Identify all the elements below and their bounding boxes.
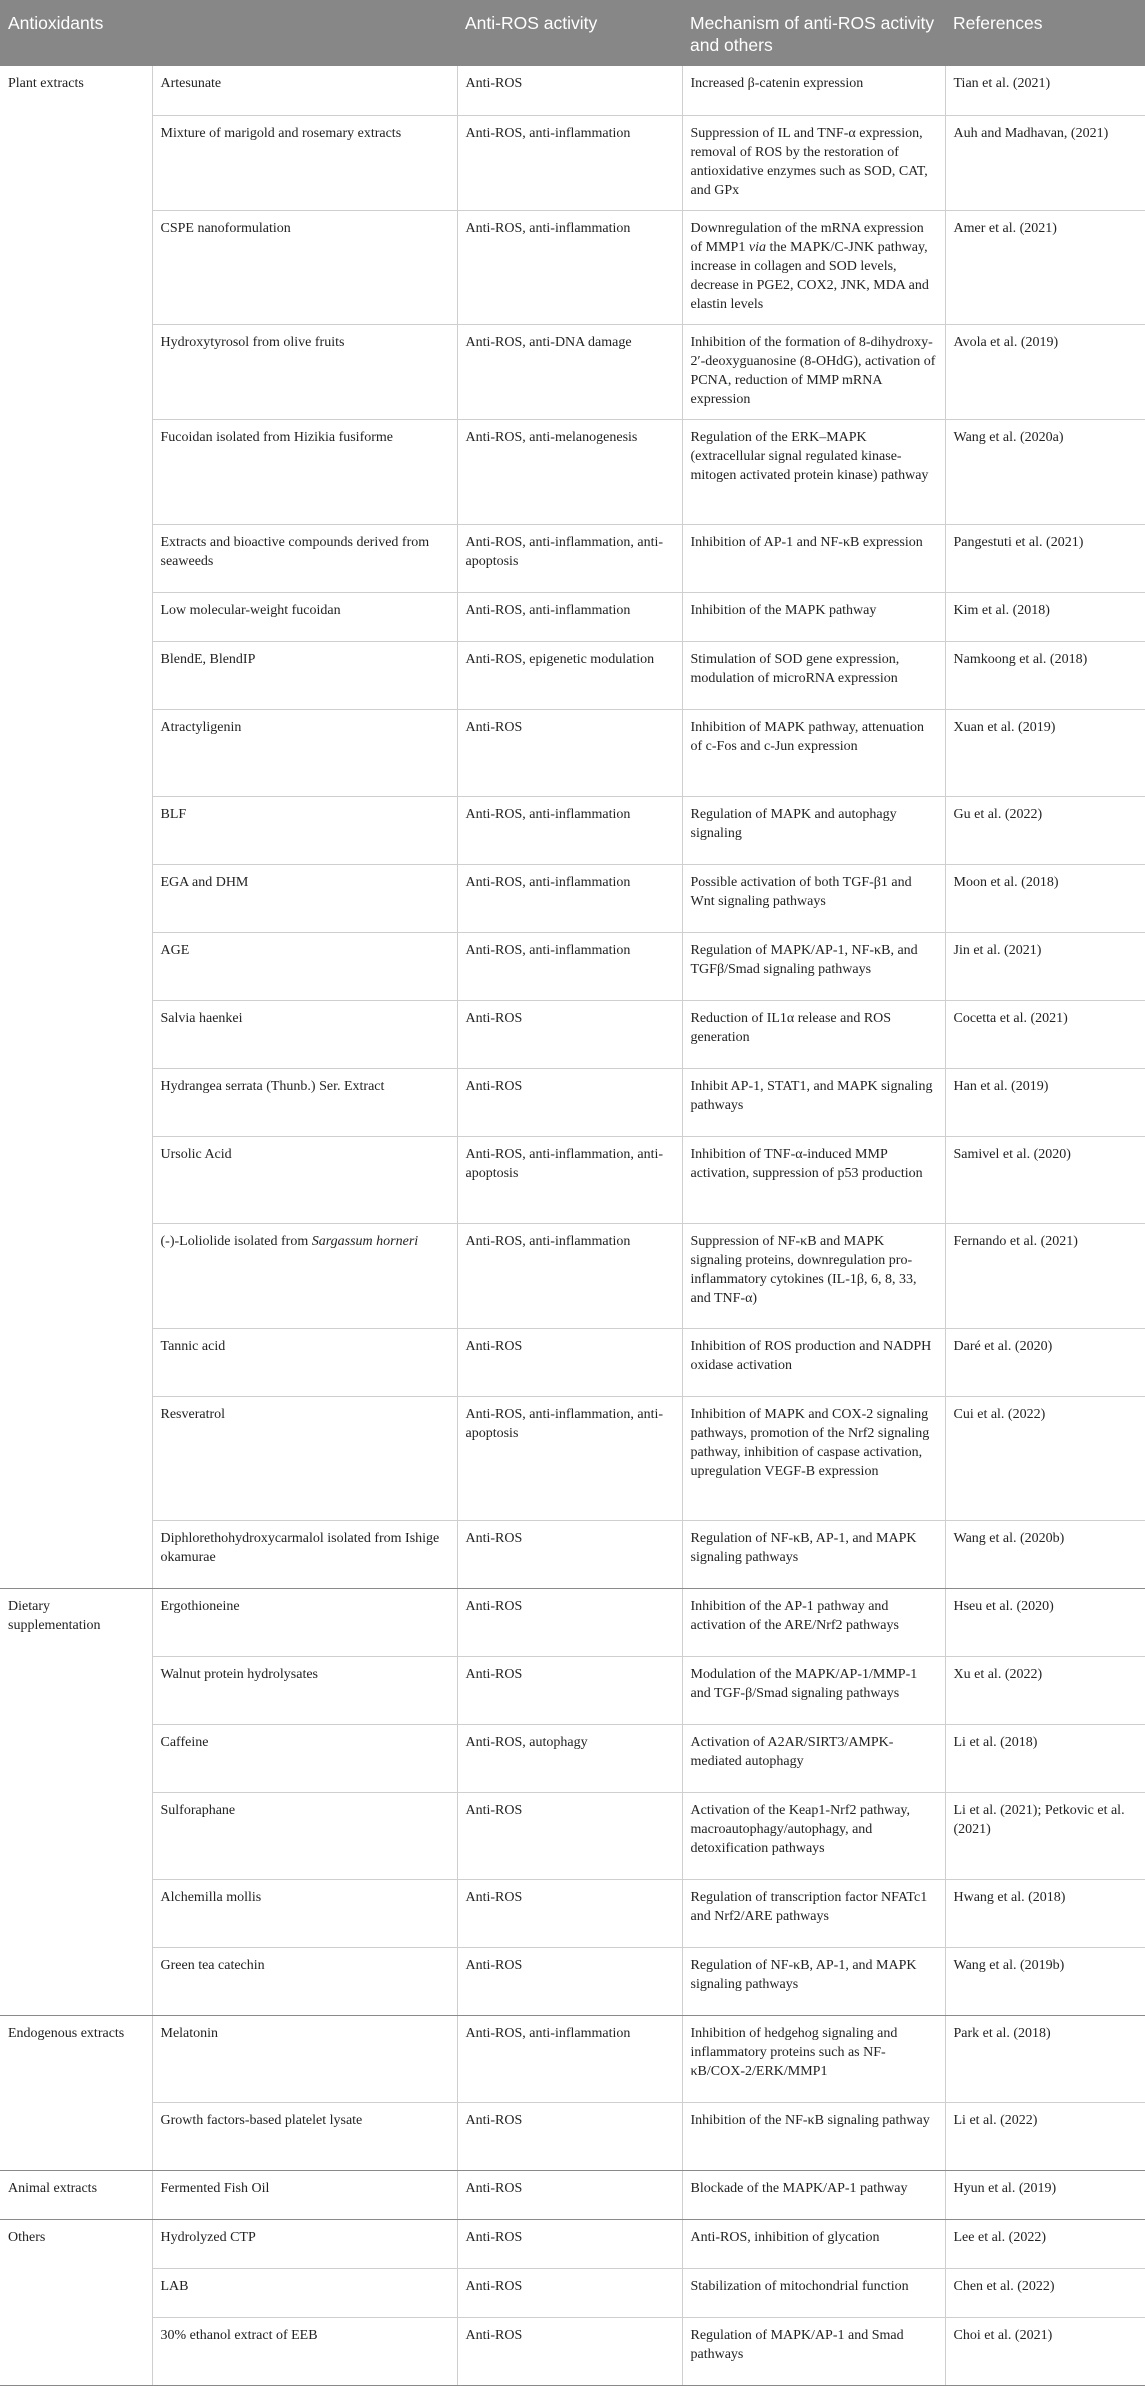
table-row — [0, 709, 1145, 796]
table-row — [0, 524, 1145, 592]
antioxidant-name-cell: Hydroxytyrosol from olive fruits — [152, 324, 457, 419]
table-row — [0, 419, 1145, 524]
reference-cell: Park et al. (2018) — [945, 2015, 1145, 2102]
table-row — [0, 1520, 1145, 1588]
table-row — [0, 1724, 1145, 1792]
table-row — [0, 1588, 1145, 1656]
anti-ros-activity-cell: Anti-ROS, anti-inflammation — [457, 932, 682, 1000]
anti-ros-activity-cell: Anti-ROS — [457, 2170, 682, 2219]
antioxidant-name-cell: (-)-Loliolide isolated from Sargassum horneri — [152, 1223, 457, 1328]
reference-cell: Gu et al. (2022) — [945, 796, 1145, 864]
category-cell: Plant extracts — [0, 66, 152, 1588]
table-row — [0, 1656, 1145, 1724]
anti-ros-activity-cell: Anti-ROS, autophagy — [457, 1724, 682, 1792]
table-row — [0, 1947, 1145, 2015]
antioxidant-name-cell: Caffeine — [152, 1724, 457, 1792]
table-row — [0, 1792, 1145, 1879]
anti-ros-activity-cell: Anti-ROS — [457, 709, 682, 796]
table-row — [0, 210, 1145, 324]
anti-ros-activity-cell: Anti-ROS — [457, 1520, 682, 1588]
reference-cell: Choi et al. (2021) — [945, 2317, 1145, 2385]
mechanism-cell: Inhibition of the AP-1 pathway and activation of the ARE/Nrf2 pathways — [682, 1588, 945, 1656]
reference-cell: Li et al. (2021); Petkovic et al. (2021) — [945, 1792, 1145, 1879]
mechanism-cell: Regulation of MAPK and autophagy signaling — [682, 796, 945, 864]
mechanism-cell: Inhibition of MAPK pathway, attenuation of c-Fos and c-Jun expression — [682, 709, 945, 796]
mechanism-cell: Reduction of IL1α release and ROS generation — [682, 1000, 945, 1068]
mechanism-cell: Inhibition of TNF-α-induced MMP activation, suppression of p53 production — [682, 1136, 945, 1223]
reference-cell: Wang et al. (2019b) — [945, 1947, 1145, 2015]
table-row — [0, 592, 1145, 641]
antioxidant-name-cell: Atractyligenin — [152, 709, 457, 796]
category-cell: Others — [0, 2219, 152, 2385]
antioxidant-name-cell: EGA and DHM — [152, 864, 457, 932]
reference-cell: Lee et al. (2022) — [945, 2219, 1145, 2268]
reference-cell: Hseu et al. (2020) — [945, 1588, 1145, 1656]
table-row — [0, 796, 1145, 864]
antioxidant-name-cell: Fucoidan isolated from Hizikia fusiforme — [152, 419, 457, 524]
antioxidant-name-cell: Melatonin — [152, 2015, 457, 2102]
anti-ros-activity-cell: Anti-ROS — [457, 1328, 682, 1396]
reference-cell: Pangestuti et al. (2021) — [945, 524, 1145, 592]
antioxidant-name-cell: Growth factors-based platelet lysate — [152, 2102, 457, 2170]
mechanism-cell: Downregulation of the mRNA expression of MMP1 via the MAPK/C-JNK pathway, increase in collagen and SOD levels, decrease in PGE2, COX2, JNK, MDA and elastin levels — [682, 210, 945, 324]
mechanism-cell: Inhibition of the NF-κB signaling pathway — [682, 2102, 945, 2170]
antioxidant-name-cell: LAB — [152, 2268, 457, 2317]
antioxidant-name-cell: Sulforaphane — [152, 1792, 457, 1879]
table-row — [0, 932, 1145, 1000]
mechanism-cell: Inhibition of hedgehog signaling and inflammatory proteins such as NF-κB/COX-2/ERK/MMP1 — [682, 2015, 945, 2102]
anti-ros-activity-cell: Anti-ROS — [457, 2317, 682, 2385]
antioxidant-name-cell: Hydrangea serrata (Thunb.) Ser. Extract — [152, 1068, 457, 1136]
table-row — [0, 864, 1145, 932]
table-row — [0, 1068, 1145, 1136]
header-antioxidants: Antioxidants — [0, 0, 152, 66]
anti-ros-activity-cell: Anti-ROS — [457, 1879, 682, 1947]
mechanism-cell: Regulation of the ERK–MAPK (extracellular signal regulated kinase-mitogen activated protein kinase) pathway — [682, 419, 945, 524]
mechanism-cell: Inhibition of the formation of 8-dihydroxy-2′-deoxyguanosine (8-OHdG), activation of PCNA, reduction of MMP mRNA expression — [682, 324, 945, 419]
reference-cell: Tian et al. (2021) — [945, 66, 1145, 115]
reference-cell: Auh and Madhavan, (2021) — [945, 115, 1145, 210]
antioxidant-name-cell: AGE — [152, 932, 457, 1000]
anti-ros-activity-cell: Anti-ROS — [457, 66, 682, 115]
anti-ros-activity-cell: Anti-ROS — [457, 2102, 682, 2170]
reference-cell: Hyun et al. (2019) — [945, 2170, 1145, 2219]
table-row — [0, 1136, 1145, 1223]
reference-cell: Avola et al. (2019) — [945, 324, 1145, 419]
anti-ros-activity-cell: Anti-ROS, anti-inflammation — [457, 2015, 682, 2102]
reference-cell: Chen et al. (2022) — [945, 2268, 1145, 2317]
reference-cell: Xuan et al. (2019) — [945, 709, 1145, 796]
category-cell: Endogenous extracts — [0, 2015, 152, 2170]
header-references: References — [945, 0, 1145, 66]
antioxidant-name-cell: 30% ethanol extract of EEB — [152, 2317, 457, 2385]
table-row — [0, 66, 1145, 115]
mechanism-cell: Suppression of IL and TNF-α expression, removal of ROS by the restoration of antioxidative enzymes such as SOD, CAT, and GPx — [682, 115, 945, 210]
header-blank — [152, 0, 457, 66]
antioxidant-name-cell: Extracts and bioactive compounds derived from seaweeds — [152, 524, 457, 592]
header-anti-ros-activity: Anti-ROS activity — [457, 0, 682, 66]
table-row — [0, 1396, 1145, 1520]
table-row — [0, 324, 1145, 419]
anti-ros-activity-cell: Anti-ROS, anti-inflammation — [457, 210, 682, 324]
table-row — [0, 2268, 1145, 2317]
antioxidant-name-cell: CSPE nanoformulation — [152, 210, 457, 324]
mechanism-cell: Regulation of transcription factor NFATc1 and Nrf2/ARE pathways — [682, 1879, 945, 1947]
anti-ros-activity-cell: Anti-ROS — [457, 1656, 682, 1724]
anti-ros-activity-cell: Anti-ROS, anti-inflammation — [457, 115, 682, 210]
reference-cell: Namkoong et al. (2018) — [945, 641, 1145, 709]
reference-cell: Hwang et al. (2018) — [945, 1879, 1145, 1947]
mechanism-cell: Modulation of the MAPK/AP-1/MMP-1 and TGF-β/Smad signaling pathways — [682, 1656, 945, 1724]
antioxidant-name-cell: Salvia haenkei — [152, 1000, 457, 1068]
anti-ros-activity-cell: Anti-ROS, anti-inflammation, anti-apoptosis — [457, 1396, 682, 1520]
reference-cell: Moon et al. (2018) — [945, 864, 1145, 932]
table-row — [0, 2317, 1145, 2385]
anti-ros-activity-cell: Anti-ROS, anti-inflammation, anti-apoptosis — [457, 524, 682, 592]
mechanism-cell: Blockade of the MAPK/AP-1 pathway — [682, 2170, 945, 2219]
reference-cell: Cui et al. (2022) — [945, 1396, 1145, 1520]
antioxidant-name-cell: Fermented Fish Oil — [152, 2170, 457, 2219]
mechanism-cell: Possible activation of both TGF-β1 and Wnt signaling pathways — [682, 864, 945, 932]
antioxidant-name-cell: Walnut protein hydrolysates — [152, 1656, 457, 1724]
antioxidant-name-cell: Tannic acid — [152, 1328, 457, 1396]
table-row — [0, 2102, 1145, 2170]
mechanism-cell: Increased β-catenin expression — [682, 66, 945, 115]
table-row — [0, 1879, 1145, 1947]
mechanism-cell: Activation of A2AR/SIRT3/AMPK-mediated autophagy — [682, 1724, 945, 1792]
antioxidant-name-cell: Resveratrol — [152, 1396, 457, 1520]
reference-cell: Li et al. (2022) — [945, 2102, 1145, 2170]
anti-ros-activity-cell: Anti-ROS — [457, 1792, 682, 1879]
anti-ros-activity-cell: Anti-ROS, anti-inflammation — [457, 864, 682, 932]
anti-ros-activity-cell: Anti-ROS — [457, 2219, 682, 2268]
antioxidant-name-cell: Artesunate — [152, 66, 457, 115]
antioxidant-name-cell: Diphlorethohydroxycarmalol isolated from Ishige okamurae — [152, 1520, 457, 1588]
antioxidant-name-cell: Hydrolyzed CTP — [152, 2219, 457, 2268]
table-row — [0, 2170, 1145, 2219]
reference-cell: Fernando et al. (2021) — [945, 1223, 1145, 1328]
reference-cell: Wang et al. (2020b) — [945, 1520, 1145, 1588]
table-row — [0, 1328, 1145, 1396]
reference-cell: Daré et al. (2020) — [945, 1328, 1145, 1396]
reference-cell: Li et al. (2018) — [945, 1724, 1145, 1792]
mechanism-cell: Activation of the Keap1-Nrf2 pathway, macroautophagy/autophagy, and detoxification pathways — [682, 1792, 945, 1879]
table-row — [0, 2015, 1145, 2102]
reference-cell: Cocetta et al. (2021) — [945, 1000, 1145, 1068]
antioxidant-name-cell: Ergothioneine — [152, 1588, 457, 1656]
mechanism-cell: Regulation of NF-κB, AP-1, and MAPK signaling pathways — [682, 1947, 945, 2015]
category-cell: Dietary supplementation — [0, 1588, 152, 2015]
table-body — [0, 66, 1145, 2385]
antioxidant-name-cell: BLF — [152, 796, 457, 864]
table-row — [0, 1000, 1145, 1068]
antioxidant-name-cell: BlendE, BlendIP — [152, 641, 457, 709]
mechanism-cell: Inhibition of AP-1 and NF-κB expression — [682, 524, 945, 592]
reference-cell: Wang et al. (2020a) — [945, 419, 1145, 524]
mechanism-cell: Regulation of NF-κB, AP-1, and MAPK signaling pathways — [682, 1520, 945, 1588]
mechanism-cell: Inhibit AP-1, STAT1, and MAPK signaling pathways — [682, 1068, 945, 1136]
reference-cell: Amer et al. (2021) — [945, 210, 1145, 324]
reference-cell: Han et al. (2019) — [945, 1068, 1145, 1136]
anti-ros-activity-cell: Anti-ROS, anti-inflammation — [457, 592, 682, 641]
anti-ros-activity-cell: Anti-ROS, anti-inflammation — [457, 1223, 682, 1328]
mechanism-cell: Suppression of NF-κB and MAPK signaling proteins, downregulation pro-inflammatory cytokines (IL-1β, 6, 8, 33, and TNF-α) — [682, 1223, 945, 1328]
anti-ros-activity-cell: Anti-ROS, anti-inflammation — [457, 796, 682, 864]
reference-cell: Kim et al. (2018) — [945, 592, 1145, 641]
anti-ros-activity-cell: Anti-ROS — [457, 1000, 682, 1068]
antioxidant-name-cell: Mixture of marigold and rosemary extracts — [152, 115, 457, 210]
table-row — [0, 641, 1145, 709]
reference-cell: Xu et al. (2022) — [945, 1656, 1145, 1724]
reference-cell: Samivel et al. (2020) — [945, 1136, 1145, 1223]
mechanism-cell: Regulation of MAPK/AP-1, NF-κB, and TGFβ/Smad signaling pathways — [682, 932, 945, 1000]
antioxidant-name-cell: Green tea catechin — [152, 1947, 457, 2015]
table-row — [0, 2219, 1145, 2268]
anti-ros-activity-cell: Anti-ROS, epigenetic modulation — [457, 641, 682, 709]
mechanism-cell: Anti-ROS, inhibition of glycation — [682, 2219, 945, 2268]
antioxidant-name-cell: Low molecular-weight fucoidan — [152, 592, 457, 641]
table-header-row — [0, 0, 1145, 66]
anti-ros-activity-cell: Anti-ROS — [457, 2268, 682, 2317]
category-cell: Animal extracts — [0, 2170, 152, 2219]
reference-cell: Jin et al. (2021) — [945, 932, 1145, 1000]
mechanism-cell: Stimulation of SOD gene expression, modulation of microRNA expression — [682, 641, 945, 709]
antioxidant-name-cell: Ursolic Acid — [152, 1136, 457, 1223]
mechanism-cell: Regulation of MAPK/AP-1 and Smad pathways — [682, 2317, 945, 2385]
table-row — [0, 115, 1145, 210]
anti-ros-activity-cell: Anti-ROS — [457, 1947, 682, 2015]
anti-ros-activity-cell: Anti-ROS — [457, 1068, 682, 1136]
mechanism-cell: Stabilization of mitochondrial function — [682, 2268, 945, 2317]
anti-ros-activity-cell: Anti-ROS, anti-melanogenesis — [457, 419, 682, 524]
antioxidant-name-cell: Alchemilla mollis — [152, 1879, 457, 1947]
anti-ros-activity-cell: Anti-ROS, anti-inflammation, anti-apoptosis — [457, 1136, 682, 1223]
header-mechanism: Mechanism of anti-ROS activity and others — [682, 0, 945, 66]
anti-ros-activity-cell: Anti-ROS — [457, 1588, 682, 1656]
mechanism-cell: Inhibition of MAPK and COX-2 signaling pathways, promotion of the Nrf2 signaling pathway, inhibition of caspase activation, upregulation VEGF-B expression — [682, 1396, 945, 1520]
anti-ros-activity-cell: Anti-ROS, anti-DNA damage — [457, 324, 682, 419]
table-row — [0, 1223, 1145, 1328]
mechanism-cell: Inhibition of the MAPK pathway — [682, 592, 945, 641]
mechanism-cell: Inhibition of ROS production and NADPH oxidase activation — [682, 1328, 945, 1396]
